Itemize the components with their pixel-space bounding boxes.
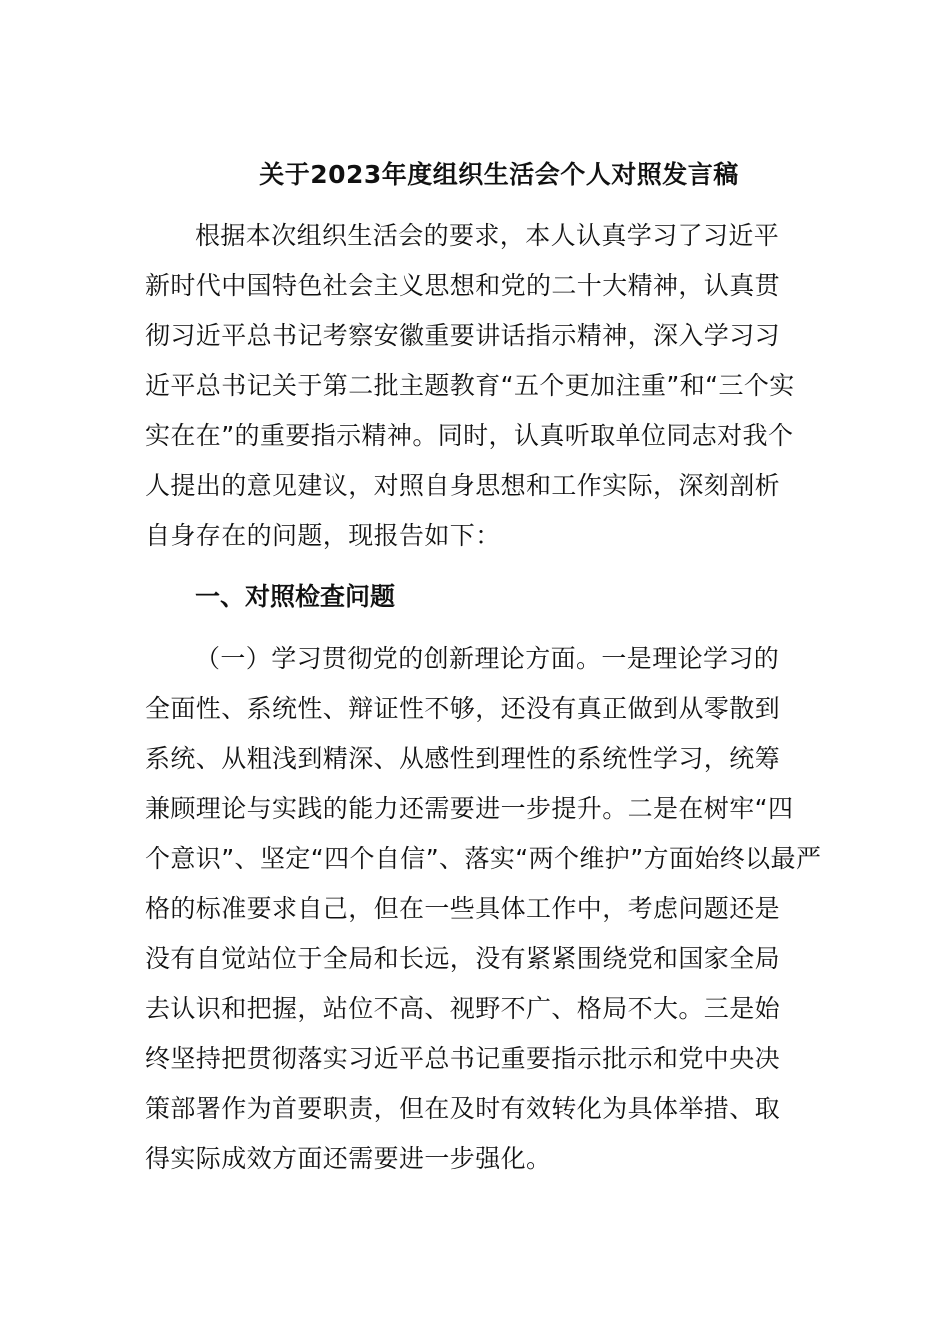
section-line: 去认识和把握，站位不高、视野不广、格局不大。三是始 [145,994,781,1023]
section-line: 个意识”、坚定“四个自信”、落实“两个维护”方面始终以最严 [145,844,822,873]
section-heading: 一、对照检查问题 [195,582,396,611]
section-line: 终坚持把贯彻落实习近平总书记重要指示批示和党中央决 [145,1044,781,1073]
section-line: 策部署作为首要职责，但在及时有效转化为具体举措、取 [145,1094,781,1123]
intro-line: 新时代中国特色社会主义思想和党的二十大精神，认真贯 [145,271,781,300]
section-line: （一）学习贯彻党的创新理论方面。一是理论学习的 [195,644,780,673]
section-line: 兼顾理论与实践的能力还需要进一步提升。二是在树牢“四 [145,794,794,823]
intro-line: 实在在”的重要指示精神。同时，认真听取单位同志对我个 [145,421,794,450]
intro-line: 彻习近平总书记考察安徽重要讲话指示精神，深入学习习 [145,321,781,350]
intro-line: 根据本次组织生活会的要求，本人认真学习了习近平 [195,221,780,250]
intro-line: 人提出的意见建议，对照自身思想和工作实际，深刻剖析 [145,471,781,500]
document-title: 关于2023年度组织生活会个人对照发言稿 [259,160,739,189]
section-line: 没有自觉站位于全局和长远，没有紧紧围绕党和国家全局 [145,944,781,973]
section-line: 全面性、系统性、辩证性不够，还没有真正做到从零散到 [145,694,781,723]
section-line: 得实际成效方面还需要进一步强化。 [145,1144,552,1173]
section-line: 格的标准要求自己，但在一些具体工作中，考虑问题还是 [145,894,781,923]
intro-line: 近平总书记关于第二批主题教育“五个更加注重”和“三个实 [145,371,795,400]
section-line: 系统、从粗浅到精深、从感性到理性的系统性学习，统筹 [145,744,781,773]
intro-line: 自身存在的问题，现报告如下： [145,521,501,550]
